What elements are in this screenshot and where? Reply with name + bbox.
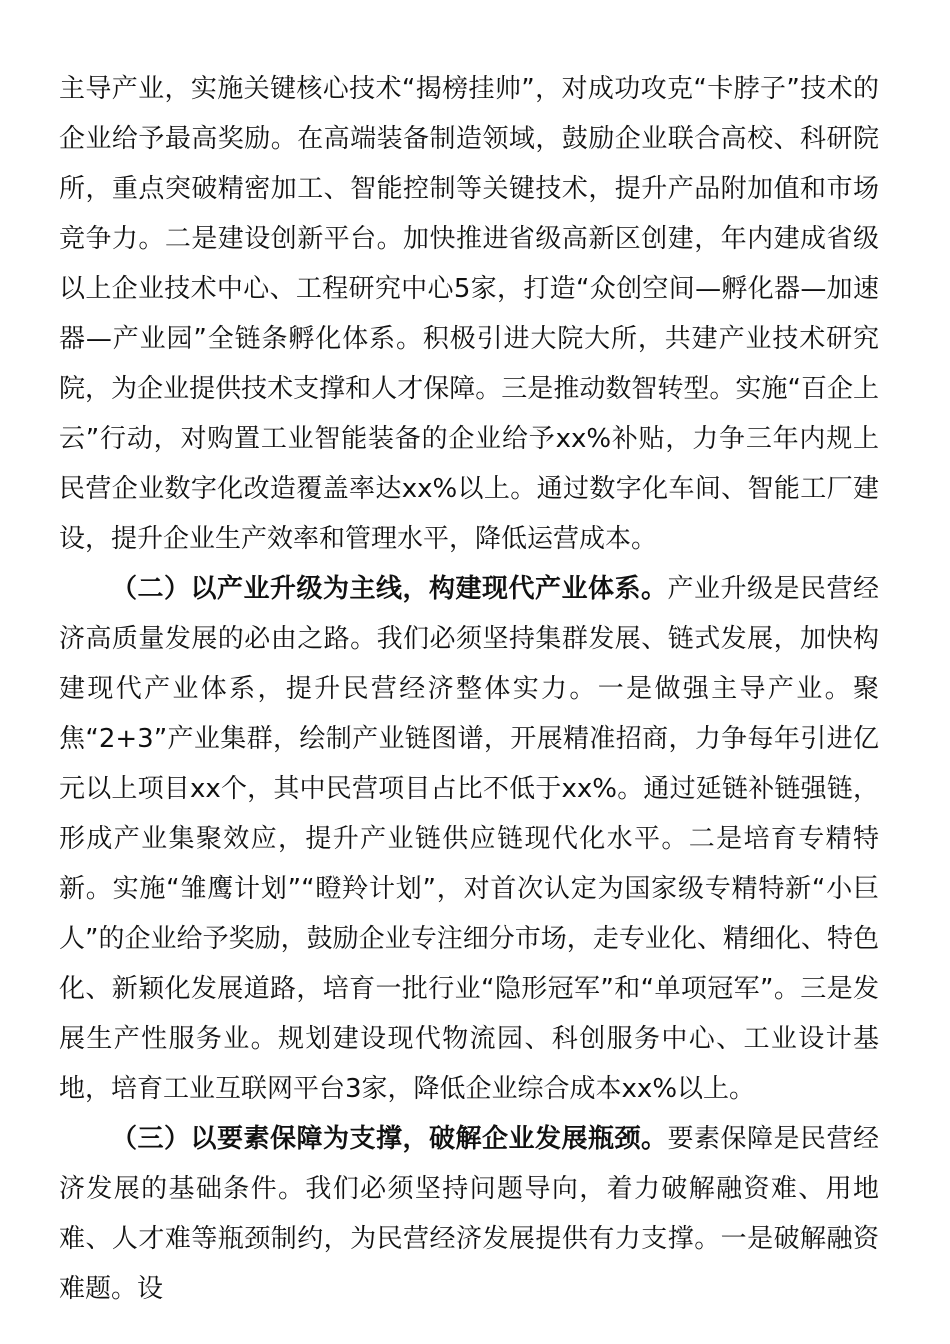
paragraph-industrial-upgrade xyxy=(59,564,879,1114)
paragraph-factor-guarantee xyxy=(59,1114,879,1314)
section-heading-2: （二）以产业升级为主线，构建现代产业体系。 xyxy=(111,574,668,604)
paragraph-text: 要素保障是民营经济发展的基础条件。我们必须坚持问题导向，着力破解融资难、用地难、人才难等瓶颈制约，为民营经济发展提供有力支撑。一是破解融资难题。设 xyxy=(59,1124,879,1304)
paragraph-innovation-continued xyxy=(59,64,879,564)
paragraph-text: 产业升级是民营经济高质量发展的必由之路。我们必须坚持集群发展、链式发展，加快构建现代产业体系，提升民营经济整体实力。一是做强主导产业。聚焦“2+3”产业集群，绘制产业链图谱，开展精准招商，力争每年引进亿元以上项目xx个，其中民营项目占比不低于xx%。通过延链补链强链，形成产业集聚效应，提升产业链供应链现代化水平。二是培育专精特新。实施“雏鹰计划”“瞪羚计划”，对首次认定为国家级专精特新“小巨人”的企业给予奖励，鼓励企业专注细分市场，走专业化、精细化、特色化、新颖化发展道路，培育一批行业“隐形冠军”和“单项冠军”。三是发展生产性服务业。规划建设现代物流园、科创服务中心、工业设计基地，培育工业互联网平台3家，降低企业综合成本xx%以上。 xyxy=(59,574,879,1104)
paragraph-text: 主导产业，实施关键核心技术“揭榜挂帅”，对成功攻克“卡脖子”技术的企业给予最高奖励。在高端装备制造领域，鼓励企业联合高校、科研院所，重点突破精密加工、智能控制等关键技术，提升产品附加值和市场竞争力。二是建设创新平台。加快推进省级高新区创建，年内建成省级以上企业技术中心、工程研究中心5家，打造“众创空间—孵化器—加速器—产业园”全链条孵化体系。积极引进大院大所，共建产业技术研究院，为企业提供技术支撑和人才保障。三是推动数智转型。实施“百企上云”行动，对购置工业智能装备的企业给予xx%补贴，力争三年内规上民营企业数字化改造覆盖率达xx%以上。通过数字化车间、智能工厂建设，提升企业生产效率和管理水平，降低运营成本。 xyxy=(59,74,879,554)
document-body xyxy=(59,64,879,1314)
section-heading-3: （三）以要素保障为支撑，破解企业发展瓶颈。 xyxy=(111,1124,668,1154)
